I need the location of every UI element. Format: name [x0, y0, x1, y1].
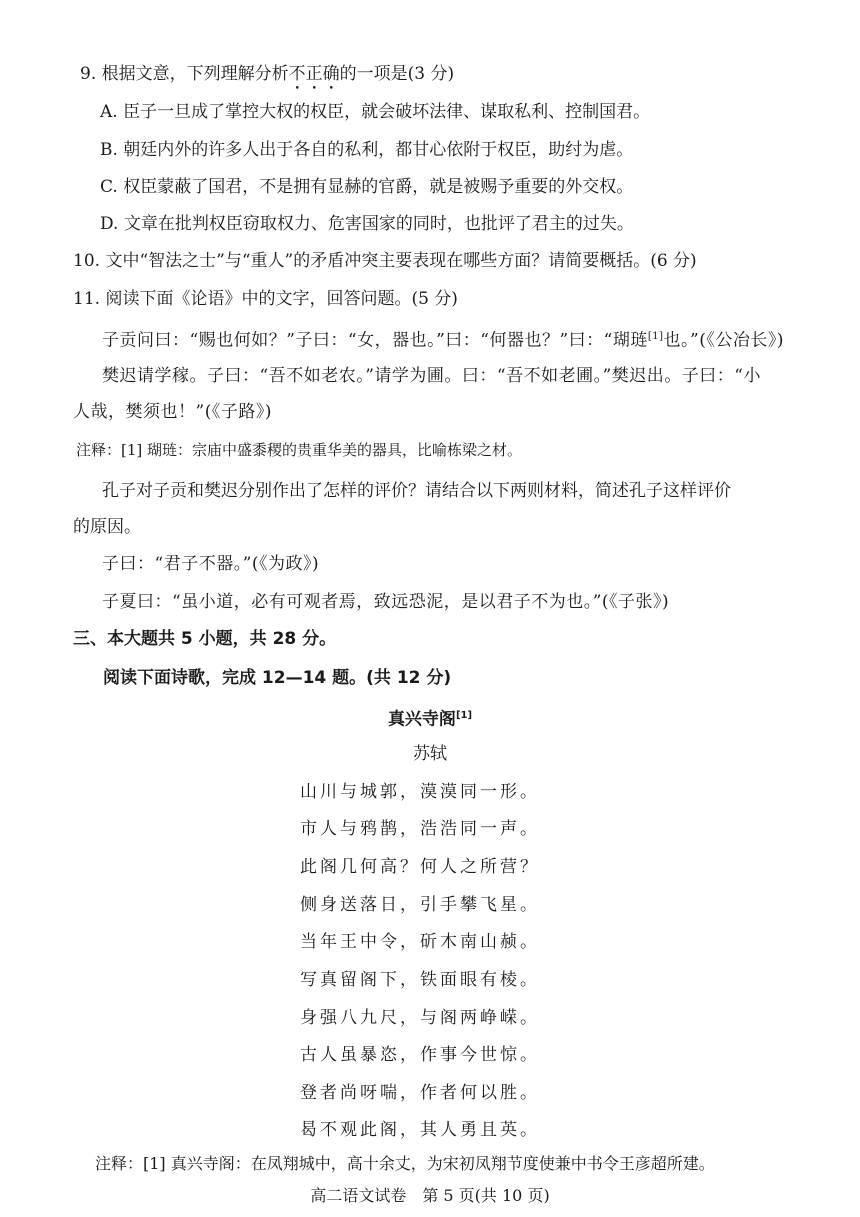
poem-line: 写真留阁下，铁面眼有棱。 [300, 970, 540, 990]
q11-footnote: 注释：[1] 瑚琏：宗庙中盛黍稷的贵重华美的器具，比喻栋梁之材。 [76, 441, 523, 459]
q9-option-d: D. 文章在批判权臣窃取权力、危害国家的同时，也批评了君主的过失。 [100, 214, 634, 234]
poem-line: 市人与鸦鹊，浩浩同一声。 [300, 819, 540, 839]
poem-title [0, 704, 860, 732]
question-10: 10. 文中“智法之士”与“重人”的矛盾冲突主要表现在哪些方面？请简要概括。(6 分) [73, 251, 697, 271]
poem-line: 古人虽暴恣，作事今世惊。 [300, 1045, 540, 1065]
poem-footnote: 注释：[1] 真兴寺阁：在凤翔城中，高十余丈，为宋初凤翔节度使兼中书令王彦超所建。 [95, 1154, 715, 1173]
poem-line: 当年王中令，斫木南山赪。 [300, 932, 540, 952]
q11-p1-text: 子贡问曰：“赐也何如？”子曰：“女，器也。”曰：“何器也？”曰：“瑚琏 [102, 330, 648, 351]
q11-material-2: 子夏曰：“虽小道，必有可观者焉，致远恐泥，是以君子不为也。”(《子张》) [102, 592, 670, 612]
question-9-stem [80, 62, 454, 94]
question-11-stem: 11. 阅读下面《论语》中的文字，回答问题。(5 分) [73, 289, 458, 309]
q11-question-line-1: 孔子对子贡和樊迟分别作出了怎样的评价？请结合以下两则材料，简述孔子这样评价 [102, 481, 731, 501]
poem-line: 此阁几何高？何人之所营？ [300, 857, 540, 877]
q9-stem-post: 的一项是(3 分) [339, 64, 455, 84]
poem-author: 苏轼 [413, 744, 447, 764]
section-3-heading: 三、本大题共 5 小题，共 28 分。 [73, 629, 337, 649]
footnote-marker: [1] [647, 331, 664, 342]
poem-line: 身强八九尺，与阁两峥嵘。 [300, 1008, 540, 1028]
poem-line: 侧身送落日，引手攀飞星。 [300, 895, 540, 915]
q9-option-c: C. 权臣蒙蔽了国君，不是拥有显赫的官爵，就是被赐予重要的外交权。 [100, 177, 634, 197]
q9-option-a: A. 臣子一旦成了掌控大权的权臣，就会破坏法律、谋取私利、控制国君。 [100, 102, 651, 122]
poem-line: 山川与城郭，漠漠同一形。 [300, 782, 540, 802]
q11-question-line-2: 的原因。 [73, 517, 141, 537]
q11-material-1: 子曰：“君子不器。”(《为政》) [102, 554, 320, 574]
q9-stem-pre: 9. 根据文意，下列理解分析 [80, 64, 289, 84]
poem-line: 登者尚呀喘，作者何以胜。 [300, 1083, 540, 1103]
q11-passage-2-line-1: 樊迟请学稼。子曰：“吾不如老农。”请学为圃。曰：“吾不如老圃。”樊迟出。子曰：“小 [102, 366, 761, 386]
q11-passage-1 [102, 325, 784, 353]
q9-stem-emphasis: 不正确 [288, 64, 340, 84]
q9-option-b: B. 朝廷内外的许多人出于各自的私利，都甘心依附于权臣，助纣为虐。 [100, 140, 634, 160]
page-footer: 高二语文试卷 第 5 页(共 10 页) [310, 1186, 550, 1205]
q11-p1-source: 也。”(《公冶长》) [663, 330, 784, 351]
footnote-marker: [1] [455, 710, 473, 721]
poem-instructions: 阅读下面诗歌，完成 12—14 题。(共 12 分) [103, 668, 452, 688]
poem-title-text: 真兴寺阁 [387, 709, 456, 730]
poem-line: 曷不观此阁，其人勇且英。 [300, 1120, 540, 1140]
q11-passage-2-line-2: 人哉，樊须也！”(《子路》) [73, 402, 272, 422]
